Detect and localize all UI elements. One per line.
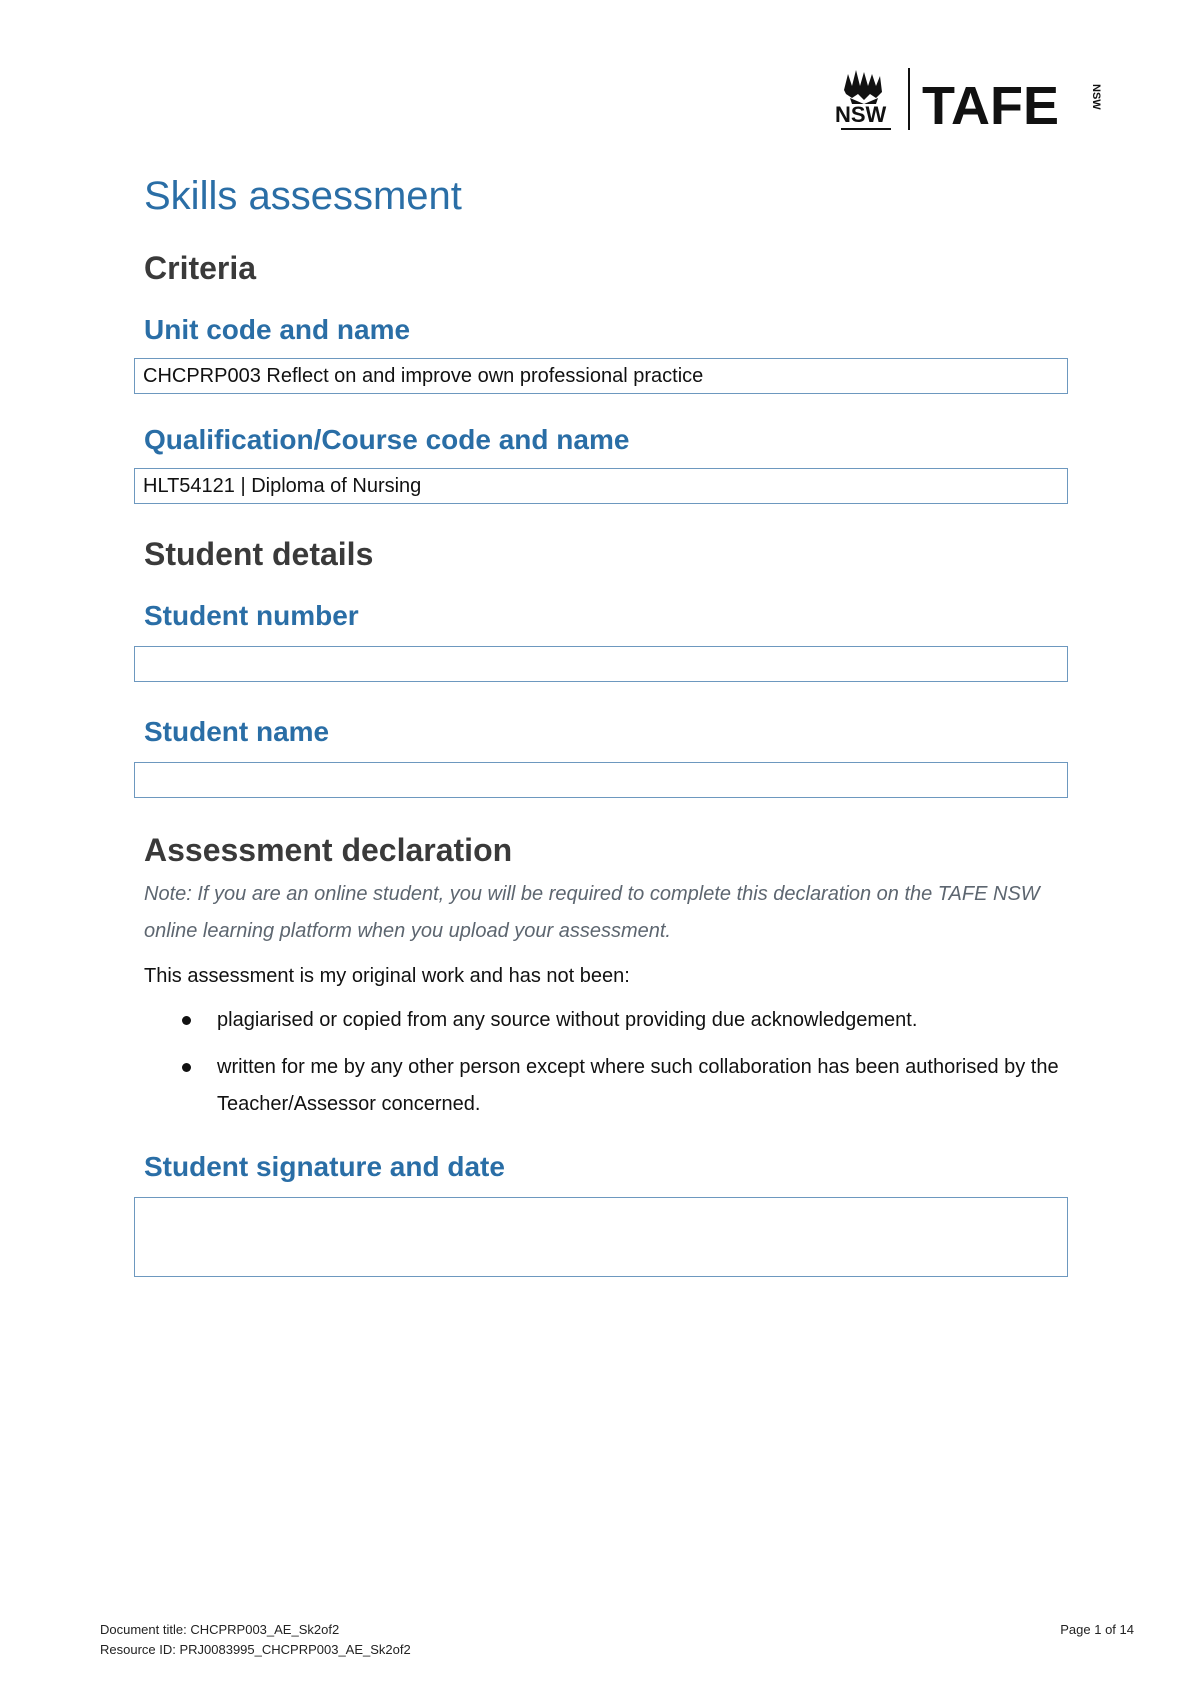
footer-resource-id: Resource ID: PRJ0083995_CHCPRP003_AE_Sk2of2 [100,1642,411,1657]
assessment-declaration-heading: Assessment declaration [144,832,513,868]
signature-label: Student signature and date [144,1151,505,1182]
student-name-label: Student name [144,716,330,747]
criteria-heading: Criteria [144,250,257,286]
student-details-heading: Student details [144,536,374,572]
list-item-text: plagiarised or copied from any source without providing due acknowledgement. [217,1009,918,1031]
nsw-tafe-logo [836,68,1100,134]
footer-page-number: Page 1 of 14 [1060,1622,1134,1637]
bullet-icon [182,1063,191,1072]
logo-tafe-sub: NSW [1090,84,1102,110]
signature-field[interactable] [134,1197,1068,1277]
student-number-label: Student number [144,600,359,631]
list-item-text: written for me by any other person except where such collaboration has been authorised by the Teacher/Assessor concerned. [217,1056,1059,1115]
page-title: Skills assessment [144,174,462,218]
declaration-list [144,1002,1074,1123]
student-name-field[interactable] [134,762,1068,798]
logo-tafe-text: TAFE [922,76,1059,136]
student-number-field[interactable] [134,646,1068,682]
logo-nsw-text: NSW [835,102,887,127]
declaration-intro: This assessment is my original work and has not been: [144,965,630,987]
unit-label: Unit code and name [144,314,411,345]
document-body [144,168,1074,1277]
footer-document-title: Document title: CHCPRP003_AE_Sk2of2 [100,1622,340,1637]
declaration-note: Note: If you are an online student, you will be required to complete this declaration on the TAFE NSW online learning platform when you upload your assessment. [144,883,1040,942]
qualification-field[interactable]: HLT54121 | Diploma of Nursing [134,468,1068,504]
logo-graphic [836,68,1100,134]
list-item [144,1049,1074,1123]
unit-field[interactable]: CHCPRP003 Reflect on and improve own professional practice [134,358,1068,394]
qualification-label: Qualification/Course code and name [144,424,630,455]
list-item [144,1002,1074,1039]
page-footer [100,1620,1134,1660]
bullet-icon [182,1016,191,1025]
